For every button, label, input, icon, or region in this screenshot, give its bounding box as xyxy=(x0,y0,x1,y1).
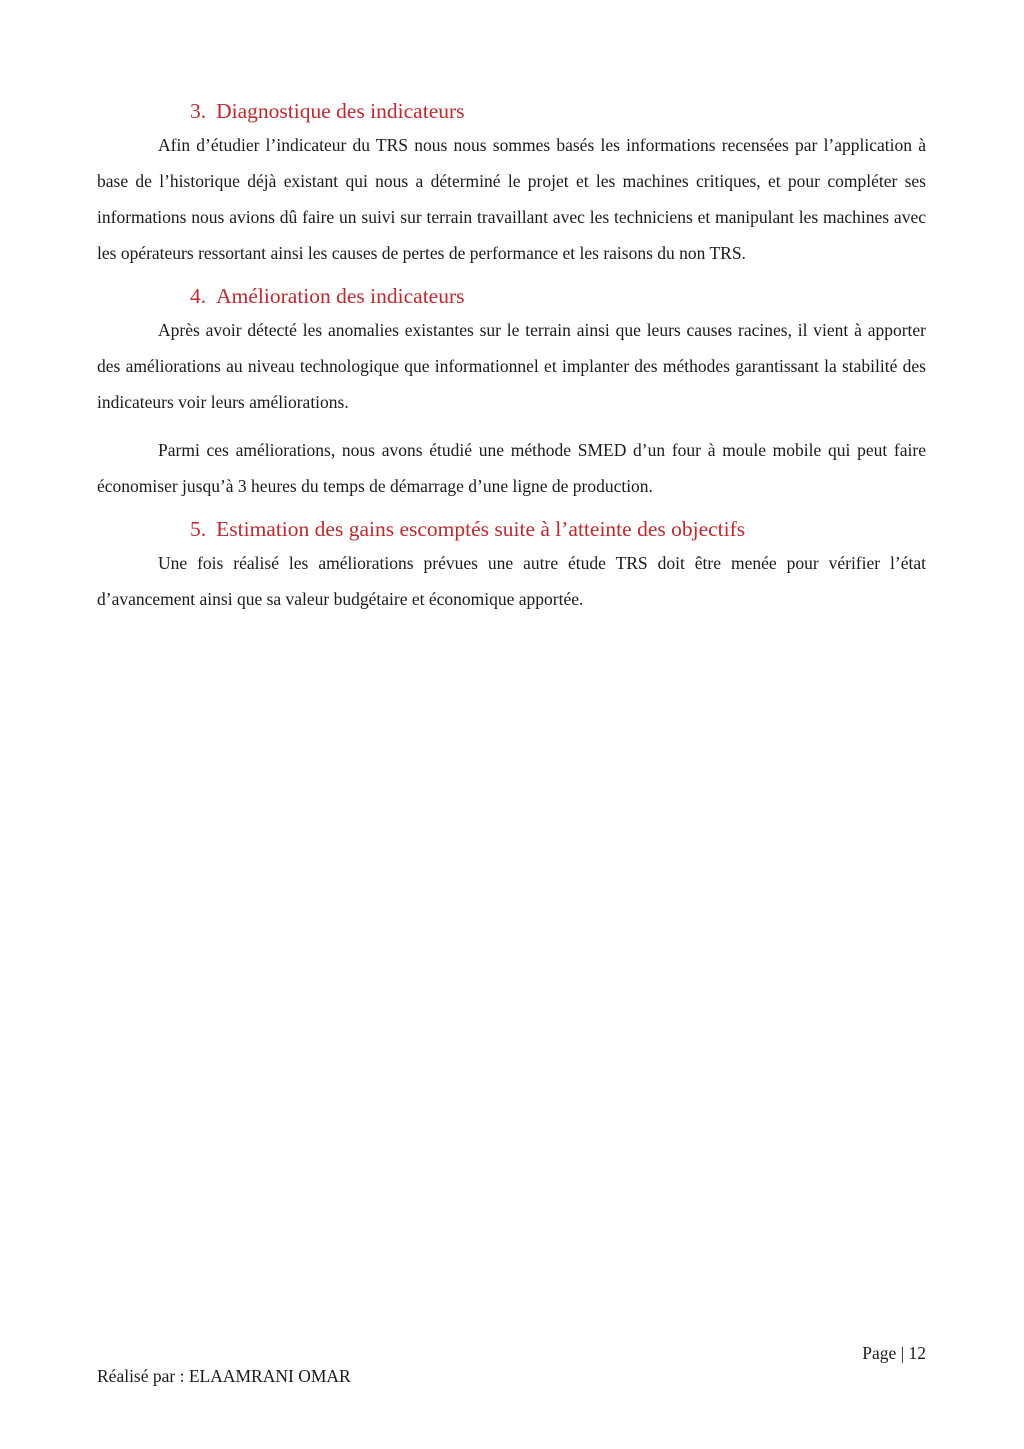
paragraph: Parmi ces améliorations, nous avons étudié une méthode SMED d’un four à moule mobile qui peut faire économiser jusqu’à 3 heures du temps de démarrage d’une ligne de production. xyxy=(97,440,926,496)
section-number: 3. xyxy=(190,99,207,123)
paragraph: Une fois réalisé les améliorations prévues une autre étude TRS doit être menée pour vérifier l’état d’avancement ainsi que sa valeur budgétaire et économique apportée. xyxy=(97,553,926,609)
section-number: 4. xyxy=(190,284,207,308)
section-heading-3 xyxy=(97,96,926,126)
section-estimation xyxy=(97,514,926,617)
section-heading-4 xyxy=(97,281,926,311)
section-heading-5 xyxy=(97,514,926,544)
section-diagnostique xyxy=(97,96,926,271)
paragraph: Afin d’étudier l’indicateur du TRS nous nous sommes basés les informations recensées par l’application à base de l’historique déjà existant qui nous a déterminé le projet et les machines critiques, et pour compléter ses informations nous avions dû faire un suivi sur terrain travaillant avec les techniciens et manipulant les machines avec les opérateurs ressortant ainsi les causes de pertes de performance et les raisons du non TRS. xyxy=(97,135,926,263)
section-amelioration xyxy=(97,281,926,504)
section-title: Diagnostique des indicateurs xyxy=(216,99,465,123)
section-number: 5. xyxy=(190,517,207,541)
page-number: Page | 12 xyxy=(862,1343,926,1363)
footer-author: Réalisé par : ELAAMRANI OMAR xyxy=(97,1366,351,1386)
paragraph: Après avoir détecté les anomalies existantes sur le terrain ainsi que leurs causes racines, il vient à apporter des améliorations au niveau technologique que informationnel et implanter des méthodes garantissant la stabilité des indicateurs voir leurs améliorations. xyxy=(97,320,926,412)
section-title: Estimation des gains escomptés suite à l’atteinte des objectifs xyxy=(216,517,746,541)
document-body xyxy=(97,96,926,617)
section-title: Amélioration des indicateurs xyxy=(216,284,465,308)
